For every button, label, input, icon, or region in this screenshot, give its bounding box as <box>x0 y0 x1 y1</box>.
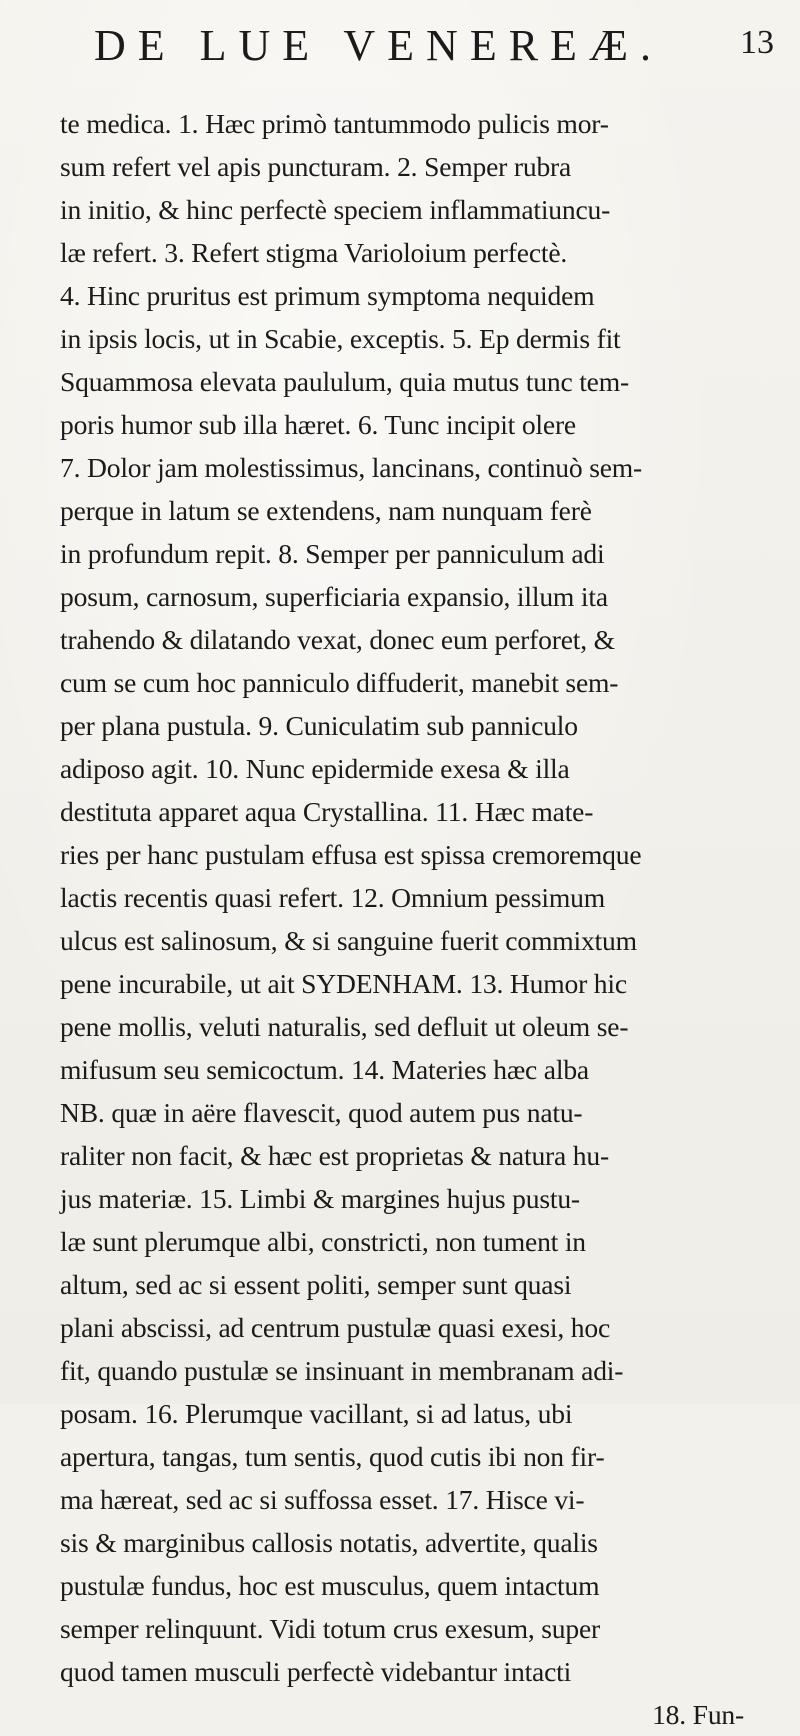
catchword-line: 18. Fun- <box>652 1699 744 1730</box>
text-line: sis & marginibus callosis notatis, advertite, qualis <box>60 1527 598 1558</box>
text-line: NB. quæ in aëre flavescit, quod autem pus natu- <box>60 1097 583 1128</box>
text-line: plani abscissi, ad centrum pustulæ quasi exesi, hoc <box>60 1312 611 1343</box>
text-line: læ sunt plerumque albi, constricti, non tument in <box>60 1226 586 1257</box>
text-line: adiposo agit. 10. Nunc epidermide exesa & illa <box>60 753 570 784</box>
text-line: in initio, & hinc perfectè speciem inflammatiuncu- <box>60 194 611 225</box>
text-line: destituta apparet aqua Crystallina. 11. Hæc mate- <box>60 796 594 827</box>
text-line: altum, sed ac si essent politi, semper sunt quasi <box>60 1269 572 1300</box>
text-line: in ipsis locis, ut in Scabie, exceptis. 5. Ep dermis fit <box>60 323 621 354</box>
page-number: 13 <box>740 24 774 61</box>
text-line: posam. 16. Plerumque vacillant, si ad latus, ubi <box>60 1398 573 1429</box>
text-line: cum se cum hoc panniculo diffuderit, manebit sem- <box>60 667 619 698</box>
text-line: pene incurabile, ut ait SYDENHAM. 13. Humor hic <box>60 968 627 999</box>
text-line: semper relinquunt. Vidi totum crus exesum, super <box>60 1613 601 1644</box>
text-line: sum refert vel apis puncturam. 2. Semper rubra <box>60 151 572 182</box>
text-line: ries per hanc pustulam effusa est spissa cremoremque <box>60 839 642 870</box>
text-line: poris humor sub illa hæret. 6. Tunc incipit olere <box>60 409 576 440</box>
text-line: ma hæreat, sed ac si suffossa esset. 17. Hisce vi- <box>60 1484 585 1515</box>
text-line: fit, quando pustulæ se insinuant in membranam adi- <box>60 1355 624 1386</box>
text-line: posum, carnosum, superficiaria expansio, illum ita <box>60 581 608 612</box>
text-line: pene mollis, veluti naturalis, sed defluit ut oleum se- <box>60 1011 629 1042</box>
running-title: DE LUE VENEREÆ. <box>94 21 664 70</box>
text-line: lactis recentis quasi refert. 12. Omnium pessimum <box>60 882 606 913</box>
text-line: læ refert. 3. Refert stigma Varioloium perfectè. <box>60 237 568 268</box>
page-header <box>70 12 790 82</box>
text-line: in profundum repit. 8. Semper per panniculum adi <box>60 538 605 569</box>
text-line: Squammosa elevata paululum, quia mutus tunc tem- <box>60 366 629 397</box>
text-line: trahendo & dilatando vexat, donec eum perforet, & <box>60 624 615 655</box>
text-line: 4. Hinc pruritus est primum symptoma nequidem <box>60 280 595 311</box>
text-line: te medica. 1. Hæc primò tantummodo pulicis mor- <box>60 108 609 139</box>
text-line: perque in latum se extendens, nam nunquam ferè <box>60 495 592 526</box>
text-line: pustulæ fundus, hoc est musculus, quem intactum <box>60 1570 600 1601</box>
text-line: quod tamen musculi perfectè videbantur intacti <box>60 1656 572 1687</box>
text-line: mifusum seu semicoctum. 14. Materies hæc alba <box>60 1054 589 1085</box>
text-line: jus materiæ. 15. Limbi & margines hujus pustu- <box>60 1183 580 1214</box>
text-line: ulcus est salinosum, & si sanguine fuerit commixtum <box>60 925 637 956</box>
text-line: raliter non facit, & hæc est proprietas & natura hu- <box>60 1140 609 1171</box>
text-line: 7. Dolor jam molestissimus, lancinans, continuò sem- <box>60 452 643 483</box>
text-line: per plana pustula. 9. Cuniculatim sub panniculo <box>60 710 578 741</box>
text-line: apertura, tangas, tum sentis, quod cutis ibi non fir- <box>60 1441 605 1472</box>
body-text <box>60 102 784 1736</box>
